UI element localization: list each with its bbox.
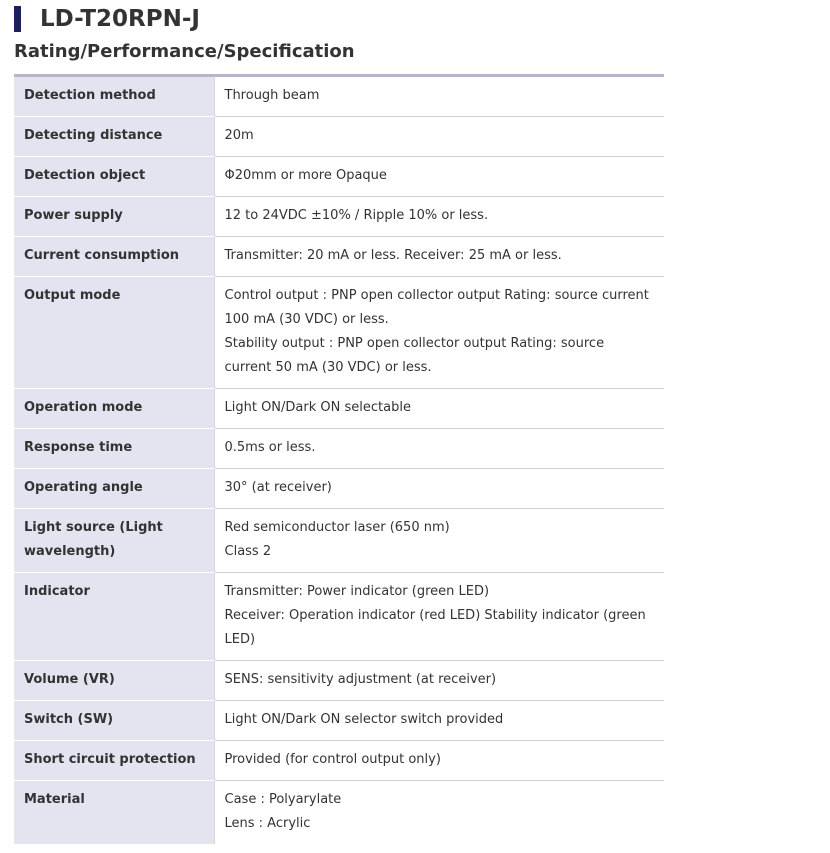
spec-row — [14, 77, 664, 117]
spec-value-line: 12 to 24VDC ±10% / Ripple 10% or less. — [224, 208, 489, 223]
spec-row — [14, 781, 664, 845]
spec-value-line: Red semiconductor laser (650 nm) — [224, 520, 450, 535]
spec-label: Response time — [14, 429, 214, 469]
spec-value — [214, 781, 664, 845]
section-title: Rating/Performance/Specification — [14, 41, 355, 62]
spec-row — [14, 701, 664, 741]
spec-value-line: Through beam — [224, 88, 320, 103]
spec-label: Switch (SW) — [14, 701, 214, 741]
spec-table — [14, 77, 664, 844]
spec-value-line: Φ20mm or more Opaque — [224, 168, 387, 183]
spec-label: Operation mode — [14, 389, 214, 429]
spec-value — [214, 429, 664, 469]
spec-label: Power supply — [14, 197, 214, 237]
spec-value-line: Transmitter: 20 mA or less. Receiver: 25 mA or less. — [224, 248, 562, 263]
title-marker-bar — [14, 6, 21, 32]
spec-label: Detection method — [14, 77, 214, 117]
spec-value — [214, 277, 664, 389]
spec-value — [214, 701, 664, 741]
spec-value-line: Light ON/Dark ON selector switch provided — [224, 712, 504, 727]
spec-row — [14, 237, 664, 277]
spec-row — [14, 469, 664, 509]
spec-value-line: Lens : Acrylic — [224, 816, 311, 831]
spec-value — [214, 661, 664, 701]
spec-value-line: Provided (for control output only) — [224, 752, 441, 767]
spec-row — [14, 429, 664, 469]
spec-row — [14, 277, 664, 389]
spec-value — [214, 157, 664, 197]
spec-value — [214, 573, 664, 661]
spec-row — [14, 573, 664, 661]
spec-value — [214, 741, 664, 781]
spec-value — [214, 237, 664, 277]
spec-value — [214, 469, 664, 509]
spec-value-line: Receiver: Operation indicator (red LED) Stability indicator (green LED) — [224, 608, 646, 647]
spec-label: Volume (VR) — [14, 661, 214, 701]
spec-row — [14, 741, 664, 781]
spec-label: Detecting distance — [14, 117, 214, 157]
spec-value-line: SENS: sensitivity adjustment (at receiver) — [224, 672, 497, 687]
spec-value — [214, 197, 664, 237]
product-header — [14, 4, 200, 34]
spec-value-line: Stability output : PNP open collector output Rating: source current 50 mA (30 VDC) or less. — [224, 336, 605, 375]
spec-row — [14, 509, 664, 573]
spec-value — [214, 117, 664, 157]
spec-label: Detection object — [14, 157, 214, 197]
spec-label: Short circuit protection — [14, 741, 214, 781]
spec-table-body — [14, 77, 664, 844]
spec-label: Current consumption — [14, 237, 214, 277]
spec-value — [214, 77, 664, 117]
spec-row — [14, 197, 664, 237]
spec-value-line: 20m — [224, 128, 254, 143]
spec-value-line: 30° (at receiver) — [224, 480, 332, 495]
spec-value — [214, 509, 664, 573]
spec-row — [14, 157, 664, 197]
spec-value-line: Case : Polyarylate — [224, 792, 342, 807]
spec-row — [14, 389, 664, 429]
spec-value-line: Light ON/Dark ON selectable — [224, 400, 411, 415]
spec-row — [14, 661, 664, 701]
spec-label: Indicator — [14, 573, 214, 661]
spec-label: Material — [14, 781, 214, 845]
spec-label: Light source (Light wavelength) — [14, 509, 214, 573]
spec-label: Operating angle — [14, 469, 214, 509]
spec-row — [14, 117, 664, 157]
spec-label: Output mode — [14, 277, 214, 389]
spec-value-line: 0.5ms or less. — [224, 440, 316, 455]
spec-value-line: Class 2 — [224, 544, 272, 559]
spec-value-line: Control output : PNP open collector output Rating: source current 100 mA (30 VDC) or less. — [224, 288, 649, 327]
spec-value — [214, 389, 664, 429]
spec-value-line: Transmitter: Power indicator (green LED) — [224, 584, 490, 599]
product-title: LD-T20RPN-J — [40, 6, 200, 32]
